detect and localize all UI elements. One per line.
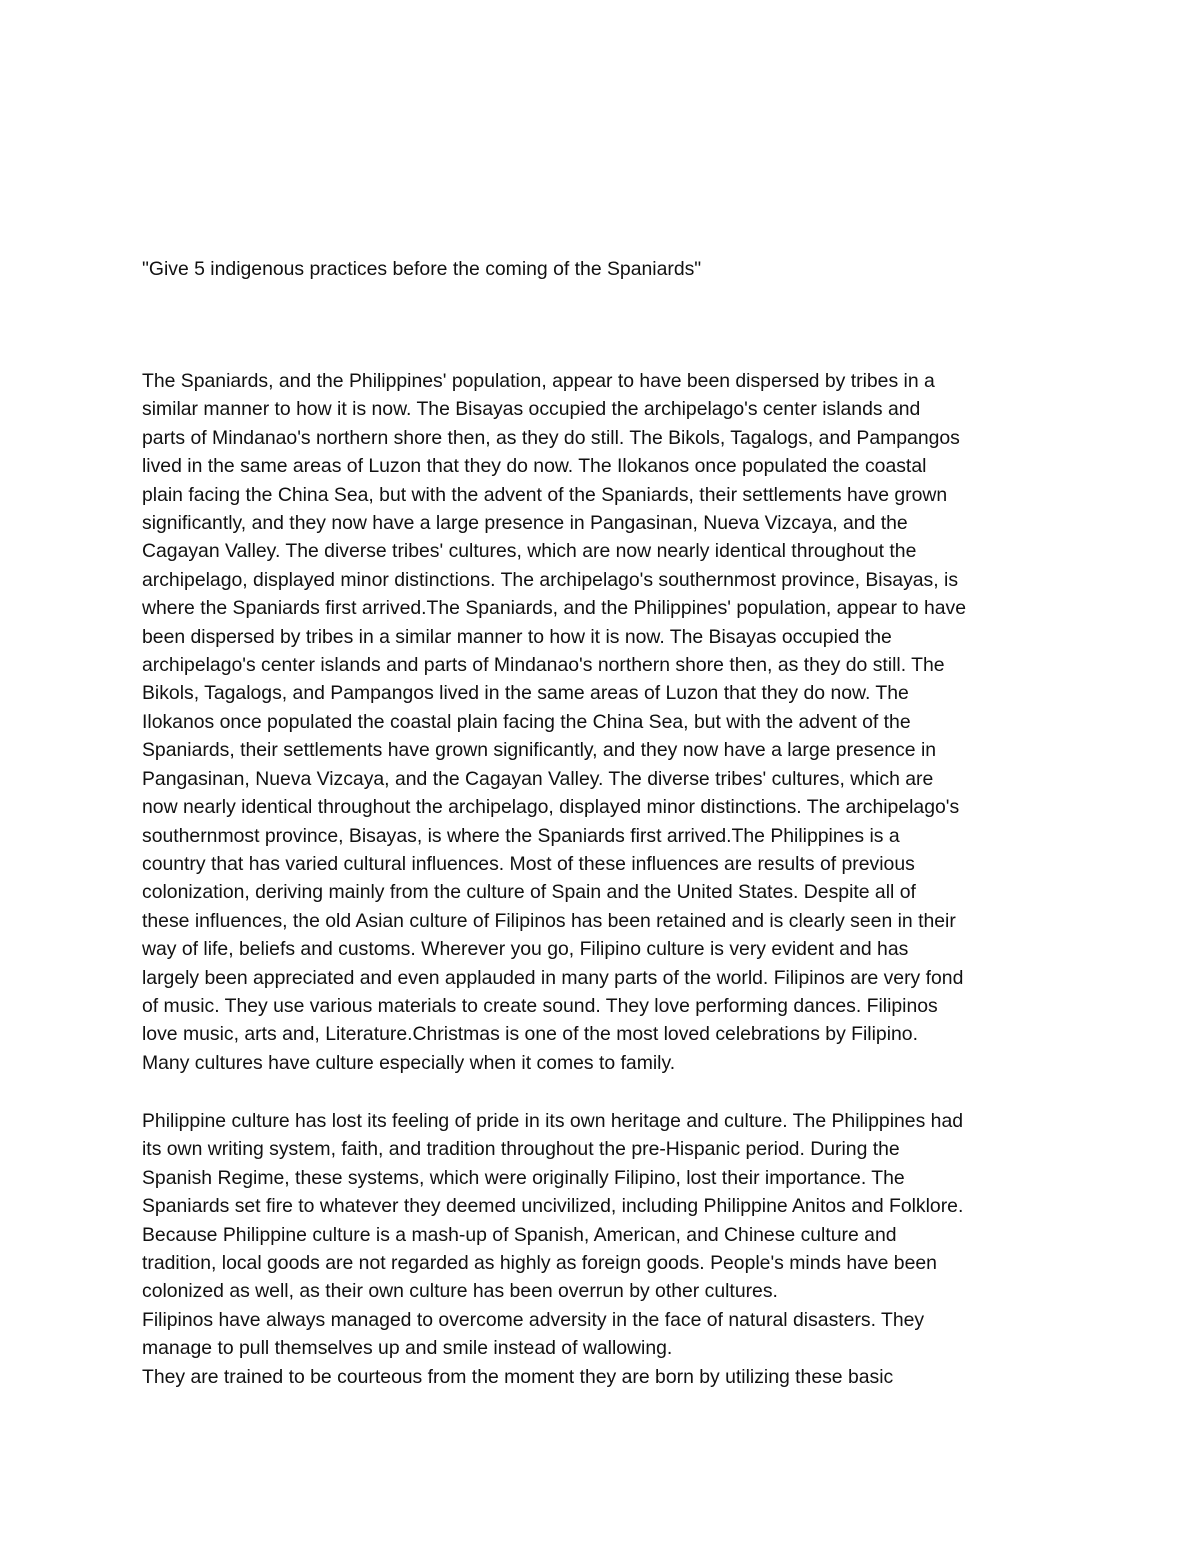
- paragraph-1-line: similar manner to how it is now. The Bisayas occupied the archipelago's center islands and: [142, 398, 921, 421]
- document-title: [142, 255, 1072, 283]
- paragraph-2-line: Spanish Regime, these systems, which were originally Filipino, lost their importance. The: [142, 1166, 905, 1189]
- paragraph-2-line: Filipinos have always managed to overcome adversity in the face of natural disasters. They: [142, 1308, 925, 1331]
- paragraph-2-line: its own writing system, faith, and tradition throughout the pre-Hispanic period. During the: [142, 1138, 900, 1161]
- paragraph-2-line: Because Philippine culture is a mash-up of Spanish, American, and Chinese culture and: [142, 1223, 897, 1246]
- title-text: "Give 5 indigenous practices before the coming of the Spaniards": [142, 258, 702, 280]
- paragraph-2-line: tradition, local goods are not regarded as highly as foreign goods. People's minds have been: [142, 1252, 937, 1275]
- paragraph-1-line: Cagayan Valley. The diverse tribes' cultures, which are now nearly identical throughout the: [142, 540, 917, 563]
- paragraph-1-line: now nearly identical throughout the archipelago, displayed minor distinctions. The archipelago's: [142, 796, 960, 819]
- paragraph-1-line: Pangasinan, Nueva Vizcaya, and the Cagayan Valley. The diverse tribes' cultures, which are: [142, 767, 934, 790]
- paragraph-1-line: where the Spaniards first arrived.The Spaniards, and the Philippines' population, appear to have: [142, 597, 967, 620]
- paragraph-1-line: archipelago's center islands and parts of Mindanao's northern shore then, as they do still. The: [142, 654, 945, 677]
- paragraph-2: [142, 1107, 1072, 1391]
- paragraph-1-line: significantly, and they now have a large presence in Pangasinan, Nueva Vizcaya, and the: [142, 512, 908, 535]
- paragraph-1-line: way of life, beliefs and customs. Wherever you go, Filipino culture is very evident and has: [142, 938, 909, 961]
- paragraph-2-line: They are trained to be courteous from the moment they are born by utilizing these basic: [142, 1365, 894, 1388]
- paragraph-2-line: manage to pull themselves up and smile instead of wallowing.: [142, 1337, 673, 1360]
- paragraph-2-line: Spaniards set fire to whatever they deemed uncivilized, including Philippine Anitos and Folklore.: [142, 1195, 964, 1218]
- paragraph-1: [142, 367, 1072, 1077]
- paragraph-1-line: Bikols, Tagalogs, and Pampangos lived in the same areas of Luzon that they do now. The: [142, 682, 909, 705]
- paragraph-2-line: colonized as well, as their own culture has been overrun by other cultures.: [142, 1280, 778, 1303]
- paragraph-1-line: parts of Mindanao's northern shore then, as they do still. The Bikols, Tagalogs, and Pampangos: [142, 426, 960, 449]
- paragraph-1-line: Many cultures have culture especially when it comes to family.: [142, 1051, 676, 1074]
- paragraph-1-line: archipelago, displayed minor distinctions. The archipelago's southernmost province, Bisayas, is: [142, 568, 959, 591]
- paragraph-1-line: lived in the same areas of Luzon that they do now. The Ilokanos once populated the coastal: [142, 455, 927, 478]
- paragraph-1-line: plain facing the China Sea, but with the advent of the Spaniards, their settlements have grown: [142, 483, 948, 506]
- paragraph-1-line: southernmost province, Bisayas, is where the Spaniards first arrived.The Philippines is a: [142, 824, 900, 847]
- paragraph-2-line: Philippine culture has lost its feeling of pride in its own heritage and culture. The Philippines had: [142, 1110, 964, 1132]
- paragraph-1-line: colonization, deriving mainly from the culture of Spain and the United States. Despite all of: [142, 881, 916, 904]
- paragraph-1-line: of music. They use various materials to create sound. They love performing dances. Filipinos: [142, 994, 938, 1017]
- paragraph-1-line: Spaniards, their settlements have grown significantly, and they now have a large presence in: [142, 739, 937, 762]
- paragraph-1-line: country that has varied cultural influences. Most of these influences are results of previous: [142, 852, 915, 875]
- paragraph-1-line: Ilokanos once populated the coastal plain facing the China Sea, but with the advent of the: [142, 710, 911, 733]
- paragraph-1-line: these influences, the old Asian culture of Filipinos has been retained and is clearly seen in their: [142, 909, 956, 932]
- paragraph-1-line: love music, arts and, Literature.Christmas is one of the most loved celebrations by Filipino.: [142, 1023, 918, 1046]
- paragraph-1-line: The Spaniards, and the Philippines' population, appear to have been dispersed by tribes in a: [142, 370, 935, 392]
- paragraph-1-line: been dispersed by tribes in a similar manner to how it is now. The Bisayas occupied the: [142, 625, 892, 648]
- paragraph-1-line: largely been appreciated and even applauded in many parts of the world. Filipinos are very fond: [142, 966, 964, 989]
